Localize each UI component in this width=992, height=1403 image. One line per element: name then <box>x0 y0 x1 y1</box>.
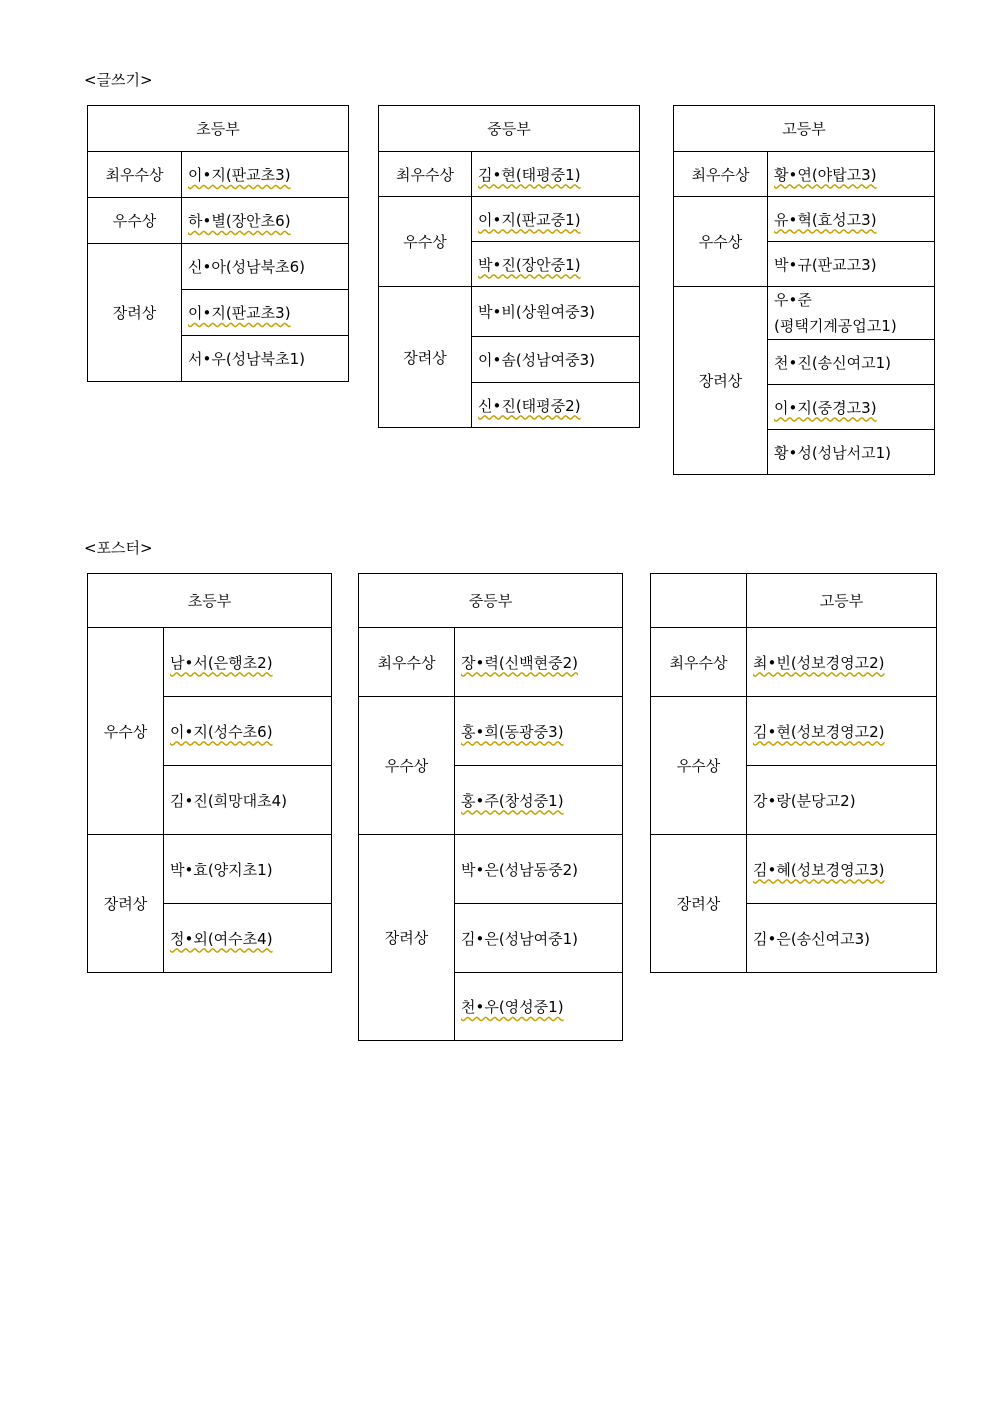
winner-name: 김•현(성보경영고2) <box>747 697 937 766</box>
winner-name: 최•빈(성보경영고2) <box>747 628 937 697</box>
award-encouragement: 장려상 <box>379 287 472 428</box>
award-excellence: 우수상 <box>359 697 455 835</box>
table-header: 중등부 <box>379 106 640 152</box>
award-encouragement: 장려상 <box>88 244 182 382</box>
winner-name: 박•진(장안중1) <box>472 242 640 287</box>
winner-name: 황•성(성남서고1) <box>768 430 935 475</box>
table-header-empty <box>651 574 747 628</box>
winner-name: 이•지(성수초6) <box>164 697 332 766</box>
poster-elementary-table <box>87 573 332 973</box>
winner-name: 이•지(판교초3) <box>182 290 349 336</box>
winner-name: 장•력(신백현중2) <box>455 628 623 697</box>
award-encouragement: 장려상 <box>359 835 455 1041</box>
winner-name: 김•은(송신여고3) <box>747 904 937 973</box>
winner-name: 정•외(여수초4) <box>164 904 332 973</box>
table-header: 초등부 <box>88 106 349 152</box>
winner-name: 서•우(성남북초1) <box>182 336 349 382</box>
award-grand: 최우수상 <box>88 152 182 198</box>
winner-name: 김•진(희망대초4) <box>164 766 332 835</box>
table-header: 초등부 <box>88 574 332 628</box>
award-grand: 최우수상 <box>674 152 768 197</box>
award-encouragement: 장려상 <box>674 287 768 475</box>
winner-name: 하•별(장안초6) <box>182 198 349 244</box>
winner-name: 강•랑(분당고2) <box>747 766 937 835</box>
writing-middle-table <box>378 105 640 428</box>
winner-name: 박•효(양지초1) <box>164 835 332 904</box>
award-grand: 최우수상 <box>379 152 472 197</box>
table-header: 고등부 <box>747 574 937 628</box>
writing-high-table <box>673 105 935 475</box>
award-excellence: 우수상 <box>674 197 768 287</box>
winner-name: 신•진(태평중2) <box>472 383 640 428</box>
award-grand: 최우수상 <box>651 628 747 697</box>
winner-name: 김•현(태평중1) <box>472 152 640 197</box>
award-excellence: 우수상 <box>379 197 472 287</box>
winner-name: 박•비(상원여중3) <box>472 287 640 337</box>
award-grand: 최우수상 <box>359 628 455 697</box>
winner-name: 홍•희(동광중3) <box>455 697 623 766</box>
winner-name: 남•서(은행초2) <box>164 628 332 697</box>
table-header: 중등부 <box>359 574 623 628</box>
winner-name: 이•지(중경고3) <box>768 385 935 430</box>
winner-name: 천•우(영성중1) <box>455 973 623 1041</box>
winner-name: 천•진(송신여고1) <box>768 340 935 385</box>
winner-name: 우•준 (평택기계공업고1) <box>768 287 935 340</box>
winner-name: 박•은(성남동중2) <box>455 835 623 904</box>
award-excellence: 우수상 <box>88 628 164 835</box>
winner-name: 홍•주(창성중1) <box>455 766 623 835</box>
winner-name: 이•지(판교중1) <box>472 197 640 242</box>
winner-name: 이•솜(성남여중3) <box>472 337 640 383</box>
award-excellence: 우수상 <box>88 198 182 244</box>
winner-name: 유•혁(효성고3) <box>768 197 935 242</box>
poster-section-title: <포스터> <box>84 539 153 557</box>
poster-high-table <box>650 573 937 973</box>
award-encouragement: 장려상 <box>88 835 164 973</box>
winner-name: 김•은(성남여중1) <box>455 904 623 973</box>
table-header: 고등부 <box>674 106 935 152</box>
winner-name: 황•연(야탑고3) <box>768 152 935 197</box>
award-encouragement: 장려상 <box>651 835 747 973</box>
poster-middle-table <box>358 573 623 1041</box>
winner-name: 김•혜(성보경영고3) <box>747 835 937 904</box>
winner-name: 신•아(성남북초6) <box>182 244 349 290</box>
award-excellence: 우수상 <box>651 697 747 835</box>
writing-section-title: <글쓰기> <box>84 71 153 89</box>
writing-elementary-table <box>87 105 349 382</box>
winner-name: 박•규(판교고3) <box>768 242 935 287</box>
winner-name: 이•지(판교초3) <box>182 152 349 198</box>
